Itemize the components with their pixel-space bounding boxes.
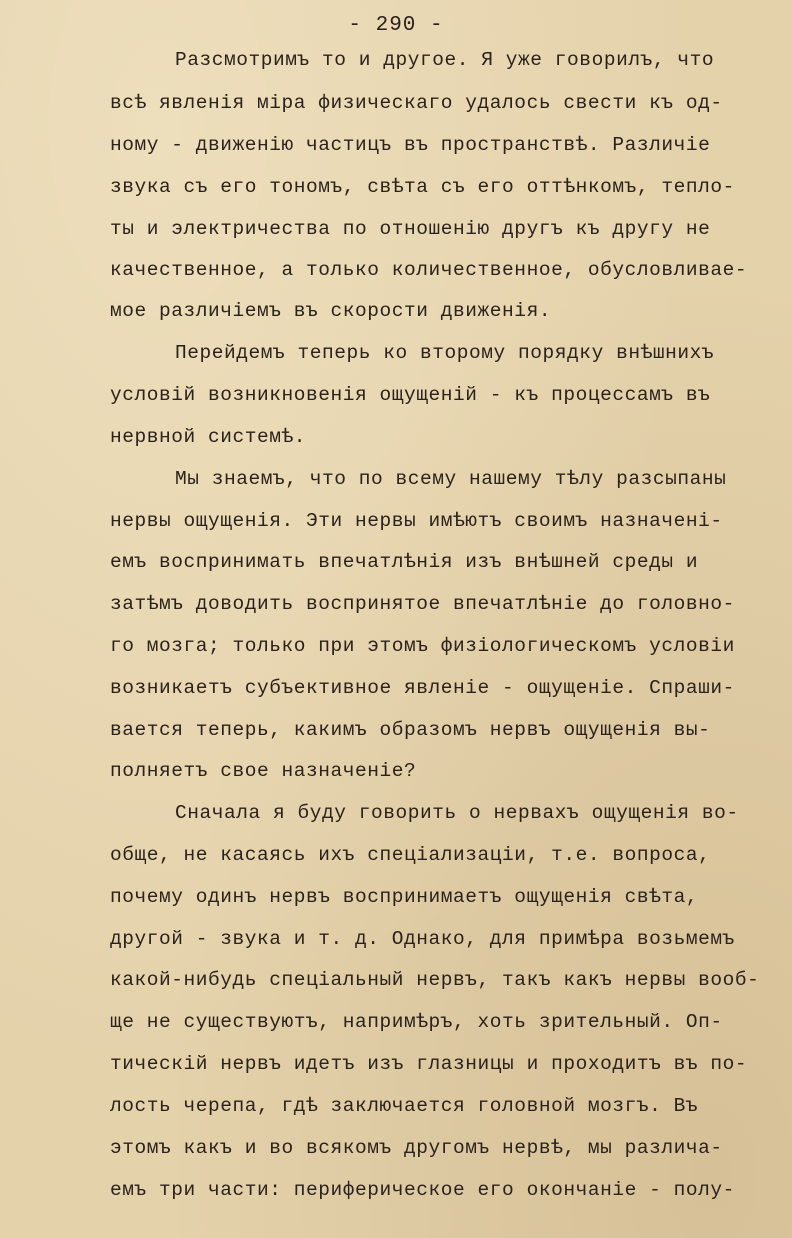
text-line: почему одинъ нервъ воспринимаетъ ощущенія свѣта,: [110, 886, 699, 908]
text-line: полняетъ свое назначеніе?: [110, 760, 417, 782]
text-line: всѣ явленія міра физическаго удалось свести къ од-: [110, 92, 723, 114]
text-line: мое различіемъ въ скорости движенія.: [110, 300, 552, 322]
text-line: емъ три части: периферическое его окончаніе - полу-: [110, 1179, 735, 1201]
text-line: нервы ощущенія. Эти нервы имѣютъ своимъ назначені-: [110, 510, 723, 532]
text-line: лость черепа, гдѣ заключается головной мозгъ. Въ: [110, 1095, 699, 1117]
text-line: го мозга; только при этомъ физіологическомъ условіи: [110, 635, 735, 657]
text-line: ному - движенію частицъ въ пространствѣ. Различіе: [110, 134, 711, 156]
text-line: ты и электричества по отношенію другъ къ другу не: [110, 218, 711, 240]
text-line: качественное, а только количественное, обусловливае-: [110, 259, 748, 281]
text-line: тическій нервъ идетъ изъ глазницы и проходитъ въ по-: [110, 1053, 748, 1075]
text-line: какой-нибудь спеціальный нервъ, такъ какъ нервы вооб-: [110, 969, 760, 991]
text-line: другой - звука и т. д. Однако, для примѣра возьмемъ: [110, 928, 735, 950]
text-line: Сначала я буду говорить о нервахъ ощущенія во-: [175, 802, 739, 824]
text-line: возникаетъ субъективное явленіе - ощущеніе. Спраши-: [110, 677, 735, 699]
text-line: звука съ его тономъ, свѣта съ его оттѣнкомъ, тепло-: [110, 176, 735, 198]
text-line: затѣмъ доводить воспринятое впечатлѣніе до головно-: [110, 593, 735, 615]
text-line: обще, не касаясь ихъ спеціализаціи, т.е. вопроса,: [110, 844, 711, 866]
text-line: Разсмотримъ то и другое. Я уже говорилъ, что: [175, 49, 715, 71]
text-line: Перейдемъ теперь ко второму порядку внѣшнихъ: [175, 342, 715, 364]
text-line: ще не существуютъ, напримѣръ, хоть зрительный. Оп-: [110, 1011, 723, 1033]
text-line: условій возникновенія ощущеній - къ процессамъ въ: [110, 384, 711, 406]
text-line: емъ воспринимать впечатлѣнія изъ внѣшней среды и: [110, 551, 699, 573]
text-line: Мы знаемъ, что по всему нашему тѣлу разсыпаны: [175, 468, 727, 490]
text-line: нервной системѣ.: [110, 426, 307, 448]
text-line: вается теперь, какимъ образомъ нервъ ощущенія вы-: [110, 719, 711, 741]
text-line: этомъ какъ и во всякомъ другомъ нервѣ, мы различа-: [110, 1137, 723, 1159]
page-number: - 290 -: [348, 14, 444, 37]
